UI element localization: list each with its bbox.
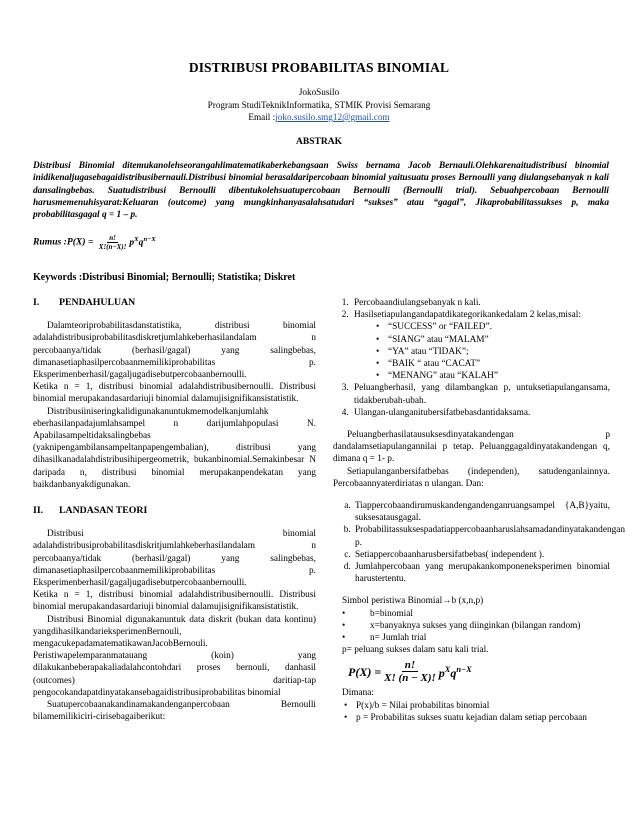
author-block: [0, 86, 638, 124]
symbol-block: [333, 595, 610, 724]
list-item: • “BAIK “ atau “CACAT”: [376, 358, 610, 370]
list-item: • “MENANG” atau “KALAH”: [376, 370, 610, 382]
list-item: • p = Probabilitas sukses suatu kejadian dalam setiap percobaan: [344, 712, 610, 724]
symbol-item: • n= Jumlah trial: [342, 633, 427, 644]
list-item: 2. Hasilsetiapulangandapatdikategorikankedalam 2 kelas,misal: • “SUCCESS” or “FAILED”. • “SIANG” atau “MALAM” • “YA” atau “TIDAK”; • “BAIK “ atau “CACAT” • “MENANG” atau “KALAH”: [351, 309, 610, 382]
list-item: • “SUCCESS” or “FAILED”.: [376, 321, 610, 333]
author-email-line: [0, 111, 638, 124]
symbol-item: • x=banyaknya sukses yang diinginkan (bilangan random): [342, 620, 581, 631]
paragraph: Suatupercobaanakandinamakandenganpercobaan Bernoulli bilamemilikiciri-cirisebagaiberikut:: [33, 700, 316, 723]
bernoulli-criteria-list: [333, 297, 610, 419]
author-name: JokoSusilo: [298, 87, 340, 97]
formula-fraction: $\frac{n!}{X!(n-X)!}$: [98, 234, 127, 251]
abstract-heading: ABSTRAK: [296, 137, 342, 147]
email-link[interactable]: joko.susilo.smg12@gmail.com: [275, 112, 390, 122]
email-label: Email :: [248, 112, 276, 122]
section-number: I.: [33, 297, 40, 308]
dimana-label: Dimana:: [342, 688, 375, 699]
paragraph: Distribusi binomial adalahdistribusiprobabilitasdiskritjumlahkeberhasilandalam n percobaanya/tidak (berhasil/gagal) yang salingbebas, dimanasetiaphasilpercobaanmemilikiprobabilitas p. Eksperimenberhasil/gagaljugadisebutpercobaanbernoulli.: [33, 529, 316, 589]
paragraph: Peluangberhasilatausuksesdinyatakandengan p dandalamsetiapulangannilai p tetap. Peluanggagaldinyatakandengan q, dimana q = 1- p.: [333, 430, 610, 465]
paragraph: Dalamteoriprobabilitasdanstatistika, distribusi binomial adalahdistribusiprobabilitasdiskretjumlahkeberhasilandalam n percobaanya/tidak (berhasil/gagal) yang salingbebas, dimanasetiaphasilpercobaanmemilikiprobabilitas p. Eksperimenberhasil/gagaljugadisebutpercobaanbernoulli.: [33, 321, 316, 381]
left-column: [33, 297, 316, 724]
list-item: 3. Peluangberhasil, yang dilambangkan p, untuksetiapulangansama, tidakberubah-ubah.: [351, 382, 610, 406]
paragraph: Setiapulanganbersifatbebas (independen), satudenganlainnya. Percobaannyaterdiriatas n ulangan. Dan:: [333, 466, 610, 489]
list-item: 4. Ulangan-ulanganitubersifatbebasdantidaksama.: [351, 407, 610, 419]
class-examples-list: [354, 321, 610, 382]
paragraph: Distribusiiniseringkalidigunakanuntukmemodelkanjumlahk eberhasilanpadajumlahsampel n darijumlahpopulasi N. Apabilasampeltidaksalingbebas (yaknipengambilansampeltanpapengembalian), distribusi yang dihasilkanadalahdistribusihipergeometrik, bukanbinomial.Semakinbesar N daripada n, distribusi binomial merupakanpendekatan yang baikdanbanyakdigunakan.: [33, 406, 316, 490]
list-item: a. Tiappercobaandirumuskandengandenganruangsampel {A,B}yaitu, suksesatausgagal.: [353, 500, 610, 524]
list-item: • P(x)/b = Nilai probabilitas binomial: [344, 700, 610, 712]
formula-label: Rumus :: [33, 236, 67, 248]
keywords: Keywords :Distribusi Binomial; Bernoulli; Statistika; Diskret: [33, 272, 296, 283]
formula-rhs: $p^Xq^{n-X}$: [129, 235, 156, 248]
right-column: [333, 297, 626, 724]
symbol-item: • b=binomial: [342, 608, 413, 619]
author-affiliation: Program StudiTeknikInformatika, STMIK Provisi Semarang: [207, 99, 431, 110]
list-item: • “SIANG” atau “MALAM”: [376, 334, 610, 346]
abstract-formula: [33, 234, 156, 251]
list-item: b. Probabilitassuksespadatiappercobaanharuslahsamadandinyatakandengan p.: [353, 524, 610, 548]
abstract-text: Distribusi Binomial ditemukanolehseorangahlimatematikaberkebangsaan Swiss bernama Jacob Bernauli.Olehkarenaitudistribusi binomial inidikenaljugasebagaidistribusibernauli.Distribusi binomial berasaldaripercobaan binomial yaitusuatu proses Bernoulli yang diulangsebanyak n kali dansalingbebas. Suatudistribusi Bernoulli dibentukolehsuatupercobaan Bernoulli (Bernoulli trial). Sebuahpercobaan Bernoulli harusmemenuhisyarat:Keluaran (outcome) yang mungkinhanyasalahsatudari “sukses” atau “gagal”, Jikaprobabilitassukses p, maka probabilitasgagal q = 1 – p.: [33, 161, 609, 221]
dimana-list: [342, 700, 610, 724]
section-number: II.: [33, 505, 44, 517]
paragraph: Distribusi Binomial digunakanuntuk data diskrit (bukan data kontinu) yangdihasilkandarieksperimenBernouli, mengacukepadamatematikawanJacobBernouli.: [33, 614, 316, 650]
list-item: • “YA” atau “TIDAK”;: [376, 346, 610, 358]
list-item: c. Setiappercobaanharusbersifatbebas( independent ).: [353, 549, 610, 561]
paragraph: Peristiwapelemparanmatauang (koin) yang dilakukanbeberapakaliadalahcontohdari proses bernouli, danhasil (outcomes) daritiap-tap pengocokandapatdinyatakansebagaidistribusiprobabilitas binomial: [33, 651, 316, 698]
section-heading-landasan-teori: [33, 505, 316, 517]
list-item: d. Jumlahpercobaan yang merupakankomponeneksperimen binomial harustertentu.: [353, 561, 610, 585]
binomial-conditions-list: [333, 500, 626, 585]
symbol-p: p= peluang sukses dalam satu kali trial.: [342, 645, 489, 656]
formula-lhs: P(X) =: [66, 236, 96, 248]
section-title: LANDASAN TEORI: [59, 505, 148, 517]
symbol-title: Simbol peristiwa Binomial→b (x,n,p): [342, 596, 484, 607]
formula-fraction: $\frac{n!}{X! (n - X)!}$: [384, 659, 436, 685]
paragraph: Ketika n = 1, distribusi binomial adalahdistribusibernoulli. Distribusi binomial merupakandasardariuji binomial dalamujisignifikansistatistik.: [33, 382, 316, 405]
section-heading-pendahuluan: [33, 297, 316, 309]
paragraph: Ketika n = 1, distribusi binomial adalahdistribusibernoulli. Distribusi binomial merupakandasardariuji binomial dalamujisignifikansistatistik.: [33, 590, 316, 613]
paper-title: DISTRIBUSI PROBABILITAS BINOMIAL: [188, 60, 450, 75]
list-item: 1. Percobaandiulangsebanyak n kali.: [351, 297, 610, 309]
binomial-formula: P(X) = $\frac{n!}{X! (n - X)!}$ $p^Xq^{n-X}$: [348, 659, 472, 685]
section-title: PENDAHULUAN: [59, 297, 136, 308]
arrow-right-icon: →: [442, 596, 452, 607]
